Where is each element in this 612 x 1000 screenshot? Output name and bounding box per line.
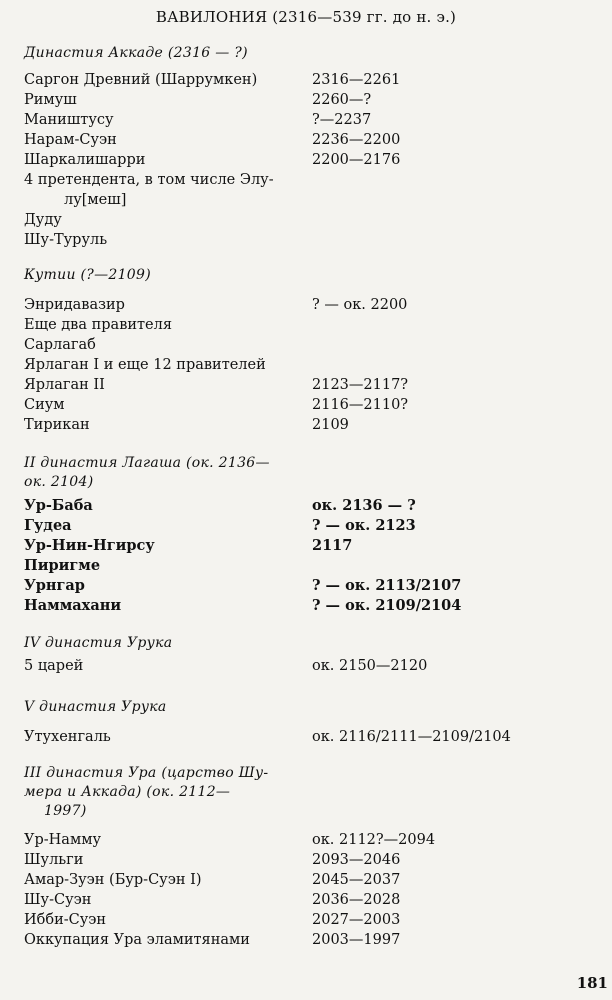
reign-dates: ?—2237 [312,112,372,128]
reign-dates: ок. 2136 — ? [312,497,416,514]
section-title-uruk-4: IV династия Урука [24,635,173,651]
table-row [24,295,584,315]
table-row [24,375,584,395]
table-row [24,830,584,850]
section-title-ur-3 [24,764,314,821]
ruler-name: 4 претендента, в том числе Элу- [24,172,274,188]
ruler-name: Маништусу [24,112,114,128]
table-row [24,910,584,930]
table-row [24,130,584,150]
ruler-name: Ярлаган II [24,377,105,393]
reign-dates: 2200—2176 [312,152,401,168]
reign-dates: ? — ок. 2109/2104 [312,597,462,614]
reign-dates: 2109 [312,417,349,433]
table-row [24,656,584,676]
ruler-name: Ибби-Суэн [24,912,107,928]
reign-dates: 2036—2028 [312,892,401,908]
reign-dates: 2093—2046 [312,852,401,868]
ruler-name: Ур-Баба [24,497,93,514]
ruler-name: Саргон Древний (Шаррумкен) [24,72,258,88]
reign-dates: ? — ок. 2113/2107 [312,577,462,594]
table-row [24,150,584,170]
section-title-gutians: Кутии (?—2109) [24,267,151,283]
ruler-name: Шульги [24,852,84,868]
section-title-lagash [24,454,314,492]
reign-dates: ок. 2116/2111—2109/2104 [312,729,511,745]
ruler-name: Шу-Суэн [24,892,92,908]
section-title-line: 1997) [44,803,87,819]
table-row [24,190,584,210]
ruler-name: Ур-Нин-Нгирсу [24,537,155,554]
page-header: ВАВИЛОНИЯ (2316—539 гг. до н. э.) [155,8,457,26]
section-title-uruk-5: V династия Урука [24,699,167,715]
ruler-name: Амар-Зуэн (Бур-Суэн I) [24,872,202,888]
ruler-name: Сиум [24,397,65,413]
table-row [24,70,584,90]
table-row [24,850,584,870]
table-row [24,415,584,435]
reign-dates: ок. 2150—2120 [312,658,428,674]
reign-dates: 2316—2261 [312,72,401,88]
table-row [24,90,584,110]
ruler-name: Ярлаган I и еще 12 правителей [24,357,266,373]
table-row [24,596,584,616]
ruler-name: Наммахани [24,597,122,614]
ruler-name: Оккупация Ура эламитянами [24,932,250,948]
page-number: 181 [576,974,608,992]
table-row [24,355,584,375]
section-title-line: III династия Ура (царство Шу- [24,765,269,781]
section-title-line: II династия Лагаша (ок. 2136— [24,455,270,471]
section-title-akkad: Династия Аккаде (2316 — ?) [24,45,248,61]
reign-dates: 2027—2003 [312,912,401,928]
ruler-name: Дуду [24,212,62,228]
ruler-name: Энридавазир [24,297,125,313]
section-title-line: мера и Аккада) (ок. 2112— [24,784,231,800]
table-row [24,556,584,576]
ruler-name: Шаркалишарри [24,152,146,168]
ruler-name: Нарам-Суэн [24,132,117,148]
table-row [24,315,584,335]
reign-dates: 2236—2200 [312,132,401,148]
ruler-name: Гудеа [24,517,72,534]
reign-dates: ок. 2112?—2094 [312,832,436,848]
reign-dates: 2045—2037 [312,872,401,888]
table-row [24,727,584,747]
table-row [24,890,584,910]
reign-dates: 2116—2110? [312,397,409,413]
section-title-line: ок. 2104) [24,474,94,490]
ruler-name: лу[меш] [64,192,127,208]
reign-dates: 2260—? [312,92,372,108]
ruler-name: Еще два правителя [24,317,172,333]
table-row [24,210,584,230]
table-row [24,230,584,250]
ruler-name: Урнгар [24,577,85,594]
table-row [24,110,584,130]
table-row [24,496,584,516]
table-row [24,870,584,890]
reign-dates: 2117 [312,537,353,554]
ruler-name: Шу-Туруль [24,232,108,248]
table-row [24,335,584,355]
ruler-name: Пиригме [24,557,101,574]
table-row [24,170,584,190]
ruler-name: Утухенгаль [24,729,111,745]
table-row [24,930,584,950]
table-row [24,536,584,556]
reign-dates: 2123—2117? [312,377,409,393]
ruler-name: Тирикан [24,417,90,433]
table-row [24,516,584,536]
reign-dates: ? — ок. 2123 [312,517,416,534]
table-row [24,576,584,596]
ruler-name: 5 царей [24,658,84,674]
ruler-name: Сарлагаб [24,337,96,353]
reign-dates: 2003—1997 [312,932,401,948]
ruler-name: Римуш [24,92,77,108]
table-row [24,395,584,415]
ruler-name: Ур-Намму [24,832,102,848]
reign-dates: ? — ок. 2200 [312,297,408,313]
